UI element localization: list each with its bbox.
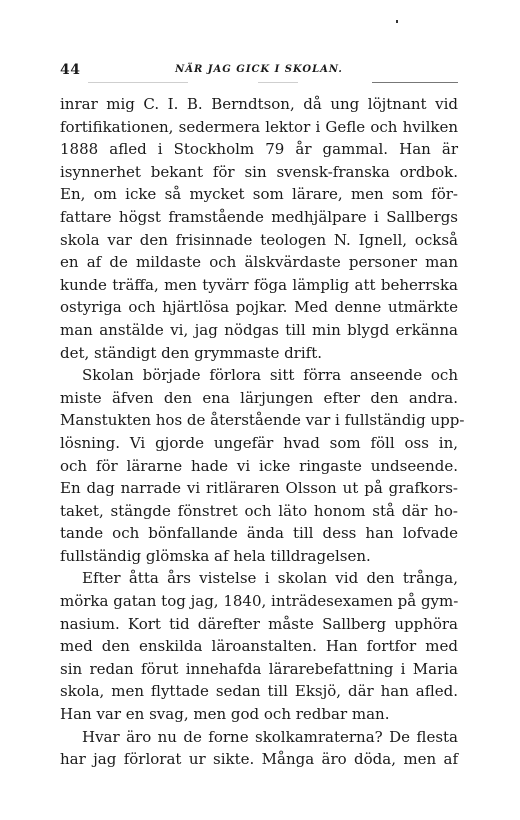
text-line: sin redan förut innehafda lärarebefattning i Maria bbox=[60, 659, 458, 678]
text-line: skola, men flyttade sedan till Eksjö, där han afled. bbox=[60, 682, 458, 701]
header-rule bbox=[372, 82, 458, 83]
text-line: inrar mig C. I. B. Berndtson, då ung löjtnant vid bbox=[60, 95, 458, 113]
text-line: nasium. Kort tid därefter måste Sallberg upphöra bbox=[60, 614, 458, 633]
text-line: ostyriga och hjärtlösa pojkar. Med denne utmärkte bbox=[60, 298, 458, 317]
paragraph bbox=[60, 364, 465, 567]
text-line: Manstukten hos de återstående var i fullständig upp- bbox=[60, 411, 465, 430]
text-line: en af de mildaste och älskvärdaste personer man bbox=[60, 253, 458, 272]
text-line: Skolan började förlora sitt förra anseende och bbox=[82, 366, 458, 385]
text-line: med den enskilda läroanstalten. Han fortfor med bbox=[60, 637, 458, 656]
text-line: Efter åtta års vistelse i skolan vid den trånga, bbox=[82, 569, 458, 588]
text-line: lösning. Vi gjorde ungefär hvad som föll oss in, bbox=[60, 433, 458, 452]
text-line: taket, stängde fönstret och läto honom stå där ho- bbox=[60, 501, 458, 520]
text-line: har jag förlorat ur sikte. Många äro döda, men af bbox=[60, 750, 458, 769]
running-head bbox=[60, 62, 458, 82]
text-line: isynnerhet bekant för sin svensk-franska ordbok. bbox=[60, 162, 458, 181]
text-line: skola var den frisinnade teologen N. Ignell, också bbox=[60, 230, 458, 249]
paragraph bbox=[60, 93, 458, 364]
text-line: och för lärarne hade vi icke ringaste undseende. bbox=[60, 456, 458, 475]
paragraph bbox=[60, 726, 458, 771]
text-line: 1888 afled i Stockholm 79 år gammal. Han är bbox=[60, 140, 458, 159]
header-rule bbox=[258, 82, 298, 83]
header-rule bbox=[88, 82, 188, 83]
text-line: kunde träffa, men tyvärr föga lämplig att beherrska bbox=[60, 275, 458, 294]
body-text bbox=[60, 93, 465, 771]
text-line: tande och bönfallande ända till dess han lofvade bbox=[60, 524, 458, 543]
text-line: fortifikationen, sedermera lektor i Gefle och hvilken bbox=[60, 117, 458, 136]
text-line: mörka gatan tog jag, 1840, inträdesexamen på gym- bbox=[60, 592, 459, 611]
text-line: Han var en svag, men god och redbar man. bbox=[60, 705, 390, 724]
text-line: En dag narrade vi ritläraren Olsson ut på grafkors- bbox=[60, 479, 458, 498]
text-line: miste äfven den ena lärjungen efter den andra. bbox=[60, 388, 458, 407]
text-line: det, ständigt den grymmaste drift. bbox=[60, 343, 323, 362]
text-line: En, om icke så mycket som lärare, men som för- bbox=[60, 185, 458, 204]
running-title: NÄR JAG GICK I SKOLAN. bbox=[175, 64, 343, 75]
paragraph bbox=[60, 567, 458, 725]
text-line: fullständig glömska af hela tilldragelsen. bbox=[60, 546, 371, 565]
text-line: Hvar äro nu de forne skolkamraterna? De flesta bbox=[82, 727, 458, 746]
text-line: fattare högst framstående medhjälpare i Sallbergs bbox=[60, 207, 458, 226]
page-number: 44 bbox=[60, 62, 81, 78]
text-line: man anstälde vi, jag nödgas till min blygd erkänna bbox=[60, 320, 458, 339]
ink-speck bbox=[396, 20, 398, 23]
